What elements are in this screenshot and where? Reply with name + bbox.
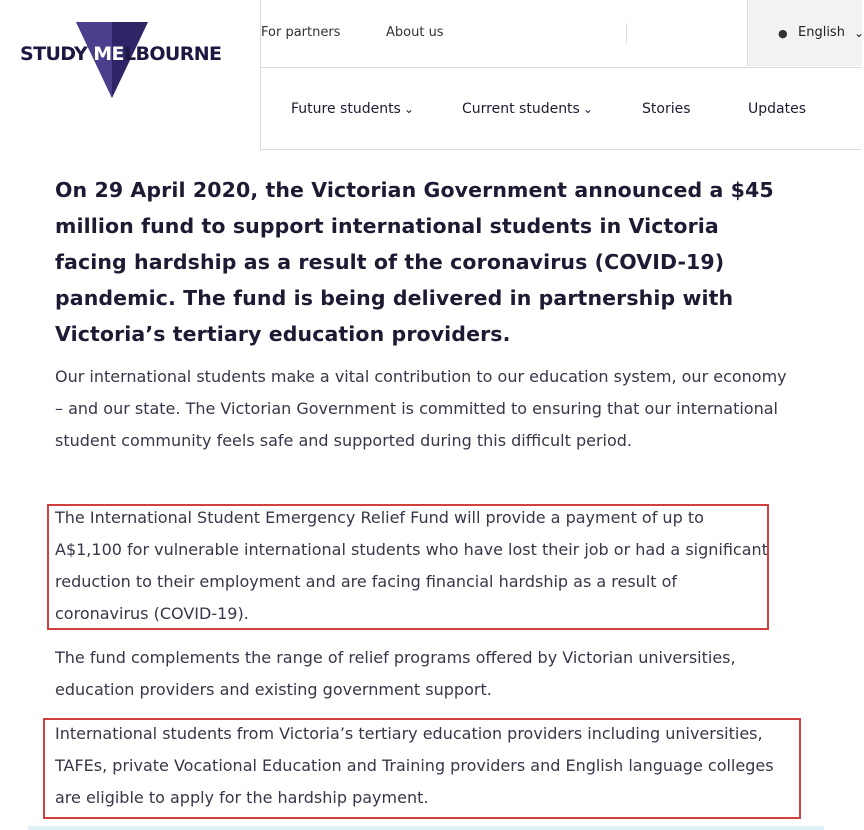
highlight-annotation-box — [47, 504, 769, 630]
chevron-down-icon: ⌄ — [854, 26, 864, 40]
article-paragraph: Our international students make a vital contribution to our education system, our economy – and our state. The Victorian Government is committed to ensuring that our international student community feels safe and supported during this difficult period. — [55, 367, 787, 450]
for-partners-link[interactable]: For partners — [261, 25, 341, 40]
about-us-link[interactable]: About us — [386, 25, 444, 40]
globe-icon: ● — [778, 27, 788, 40]
nav-updates[interactable]: Updates — [748, 101, 806, 117]
article-paragraph-highlighted: The International Student Emergency Relief Fund will provide a payment of up to A$1,100 for vulnerable international students who have lost their job or had a significant reduction to their employment and are facing financial hardship as a result of coronavirus (COVID-19). — [55, 508, 768, 623]
nav-future-students[interactable] — [291, 101, 414, 117]
article-lead: On 29 April 2020, the Victorian Government announced a $45 million fund to support international students in Victoria facing hardship as a result of the coronavirus (COVID-19) pandemic. The fund is being delivered in partnership with Victoria’s tertiary education providers. — [55, 178, 774, 346]
language-label: English — [798, 25, 845, 40]
divider — [626, 23, 627, 43]
article-paragraph-highlighted: International students from Victoria’s tertiary education providers including universities, TAFEs, private Vocational Education and Training providers and English language colleges are eligible to apply for the hardship payment. — [55, 724, 774, 807]
article-paragraph: The fund complements the range of relief programs offered by Victorian universities, education providers and existing government support. — [55, 648, 736, 699]
nav-label: Future students — [291, 101, 401, 117]
logo-text: STUDY MELBOURNE — [20, 43, 222, 65]
chevron-down-icon: ⌄ — [582, 102, 593, 116]
study-melbourne-logo[interactable] — [18, 20, 228, 100]
site-header — [260, 0, 864, 150]
chevron-down-icon: ⌄ — [403, 102, 414, 116]
content-bottom-strip — [28, 826, 824, 830]
nav-current-students[interactable] — [462, 101, 593, 117]
highlight-annotation-box — [43, 718, 801, 819]
language-selector[interactable] — [747, 0, 862, 66]
nav-label: Current students — [462, 101, 580, 117]
nav-stories[interactable]: Stories — [642, 101, 691, 117]
